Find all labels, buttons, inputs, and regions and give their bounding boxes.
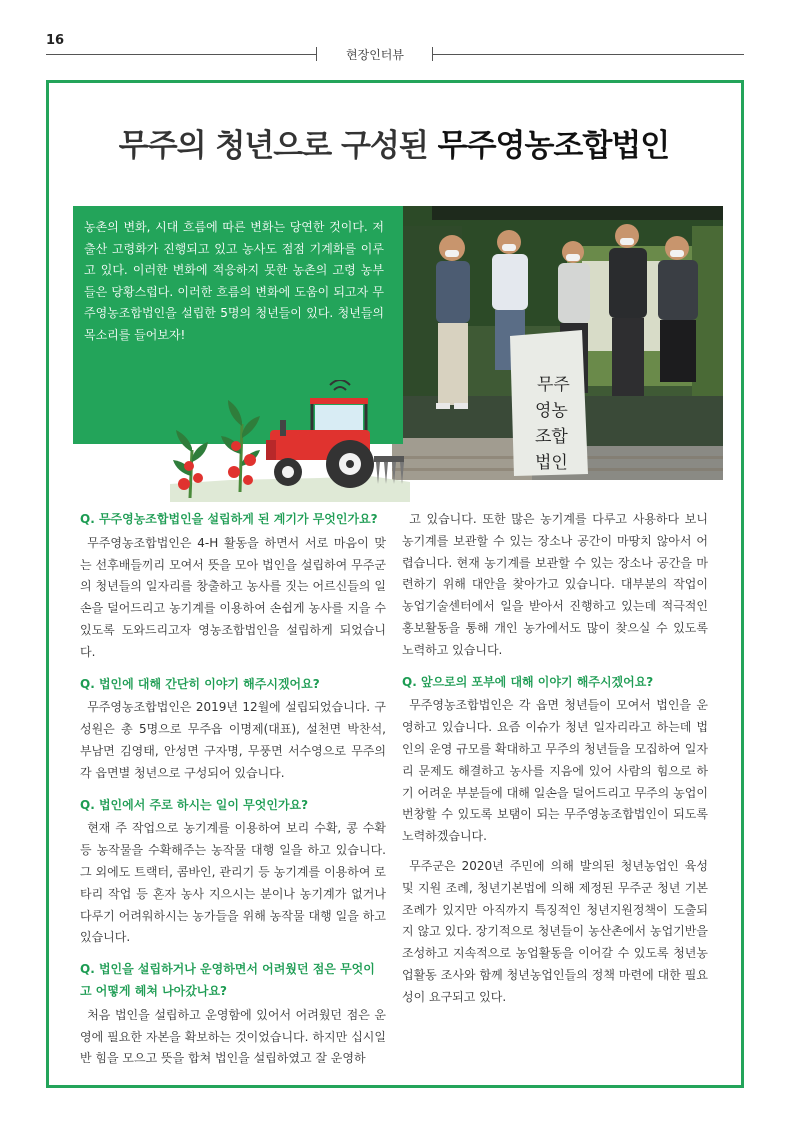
tractor-illustration-image [170,380,410,502]
section-label: 현장인터뷰 [346,48,404,62]
group-photo-image [392,206,723,480]
question-main-work: Q. 법인에서 주로 하시는 일이 무엇인가요? [80,797,309,812]
answer-difficulties: 처음 법인을 설립하고 운영함에 있어서 어려웠던 점은 운영에 필요한 자본을 확보하는 것이었습니다. 하지만 십시일반 힘을 모으고 뜻을 합쳐 법인을 설립하였고 잘 운영하 [80,1007,386,1066]
question-about-corporation: Q. 법인에 대해 간단히 이야기 해주시겠어요? [80,676,320,691]
title-normal: 무주의 청년으로 구성된 [118,128,438,164]
answer-founding-reason: 무주영농조합법인은 4-H 활동을 하면서 서로 마음이 맞는 선후배들끼리 모여서 뜻을 모아 법인을 설립하여 무주군의 청년들의 일자리를 창출하고 농사를 짓는 어르신들의 일손을 덜어드리고 농기계를 이용하여 손쉽게 농사를 지을 수 있도록 도와드리고자 영농조합법인을 설립하게 되었습니다. [80,535,386,659]
answer-future-plans: 무주영농조합법인은 각 읍면 청년들이 모여서 법인을 운영하고 있습니다. 요즘 이슈가 청년 일자리라고 하는데 법인의 운영 규모를 확대하고 무주의 청년들을 모집하여 일자리 문제도 해결하고 농사를 지음에 있어 사람의 힘으로 하기 어려운 부분들에 대해 일손을 덜어드리고 무주의 농업이 번창할 수 있도록 보탬이 되는 무주영농조합법인이 되도록 노력하겠습니다. [402,698,708,844]
group-photo [392,206,723,480]
photo-sign-line4: 법인 [535,453,568,473]
answer-difficulties-continued: 고 있습니다. 또한 많은 농기계를 다루고 사용하다 보니 농기계를 보관할 수 있는 장소나 공간이 마땅치 않아서 어렵습니다. 현재 농기계를 보관할 수 있는 장소나 공간을 마련하기 위해 대안을 찾아가고 있습니다. 대부분의 작업이 농업기술센터에서 일을 받아서 진행하고 있는데 적극적인 홍보활동을 통해 개인 농가에서도 많이 찾으실 수 있도록 노력하고 있습니다. [402,512,708,657]
photo-sign-line3: 조합 [535,427,568,447]
article-title [0,120,788,165]
page-number: 16 [46,33,65,48]
title-bold: 무주영농조합법인 [437,128,670,164]
header-rule-right [432,54,744,55]
interview-right-column [402,509,708,1009]
intro-text: 농촌의 변화, 시대 흐름에 따른 변화는 당연한 것이다. 저출산 고령화가 진행되고 있고 농사도 점점 기계화를 이루고 있다. 이러한 변화에 적응하지 못한 농촌의 고령 농부들은 당황스럽다. 이러한 흐름의 변화에 도움이 되고자 무주영농조합법인을 설립한 5명의 청년들이 있다. 청년들의 목소리를 들어보자! [84,220,384,342]
answer-about-corporation: 무주영농조합법인은 2019년 12월에 설립되었습니다. 구성원은 총 5명으로 무주읍 이명제(대표), 설천면 박찬석, 부남면 김영태, 안성면 구자명, 무풍면 서수영으로 무주의 각 읍면별 청년으로 구성되어 있습니다. [80,700,386,780]
photo-sign-line1: 무주 [537,375,570,395]
header-rule-left [46,54,316,55]
question-founding-reason: Q. 무주영농조합법인을 설립하게 된 계기가 무엇인가요? [80,512,378,526]
header-tick-left [316,47,317,61]
closing-paragraph: 무주군은 2020년 주민에 의해 발의된 청년농업인 육성 및 지원 조례, 청년기본법에 의해 제정된 무주군 청년 기본 조례가 있지만 아직까지 특징적인 청년지원정책이 도출되지 않고 있다. 장기적으로 청년들이 농산촌에서 농업기반을 조성하고 지속적으로 농업활동을 이어갈 수 있도록 청년농업활동 조사와 함께 청년농업인들의 정책 마련에 대한 필요성이 요구되고 있다. [402,858,708,1004]
question-difficulties: Q. 법인을 설립하거나 운영하면서 어려웠던 점은 무엇이고 어떻게 헤쳐 나아갔나요? [80,962,375,998]
photo-sign-line2: 영농 [535,401,568,421]
answer-main-work: 현재 주 작업으로 농기계를 이용하여 보리 수확, 콩 수확 등 농작물을 수확해주는 농작물 대행 일을 하고 있습니다. 그 외에도 트랙터, 콤바인, 관리기 등 농기계를 이용하여 로타리 작업 등 혼자 농사 지으시는 분이나 농기계가 없거나 다루기 어려워하시는 농가들을 위해 농작물 대행 일을 하고 있습니다. [80,821,386,945]
interview-left-column [80,509,386,1070]
question-future-plans: Q. 앞으로의 포부에 대해 이야기 해주시겠어요? [402,674,654,689]
tractor-illustration [170,380,410,502]
